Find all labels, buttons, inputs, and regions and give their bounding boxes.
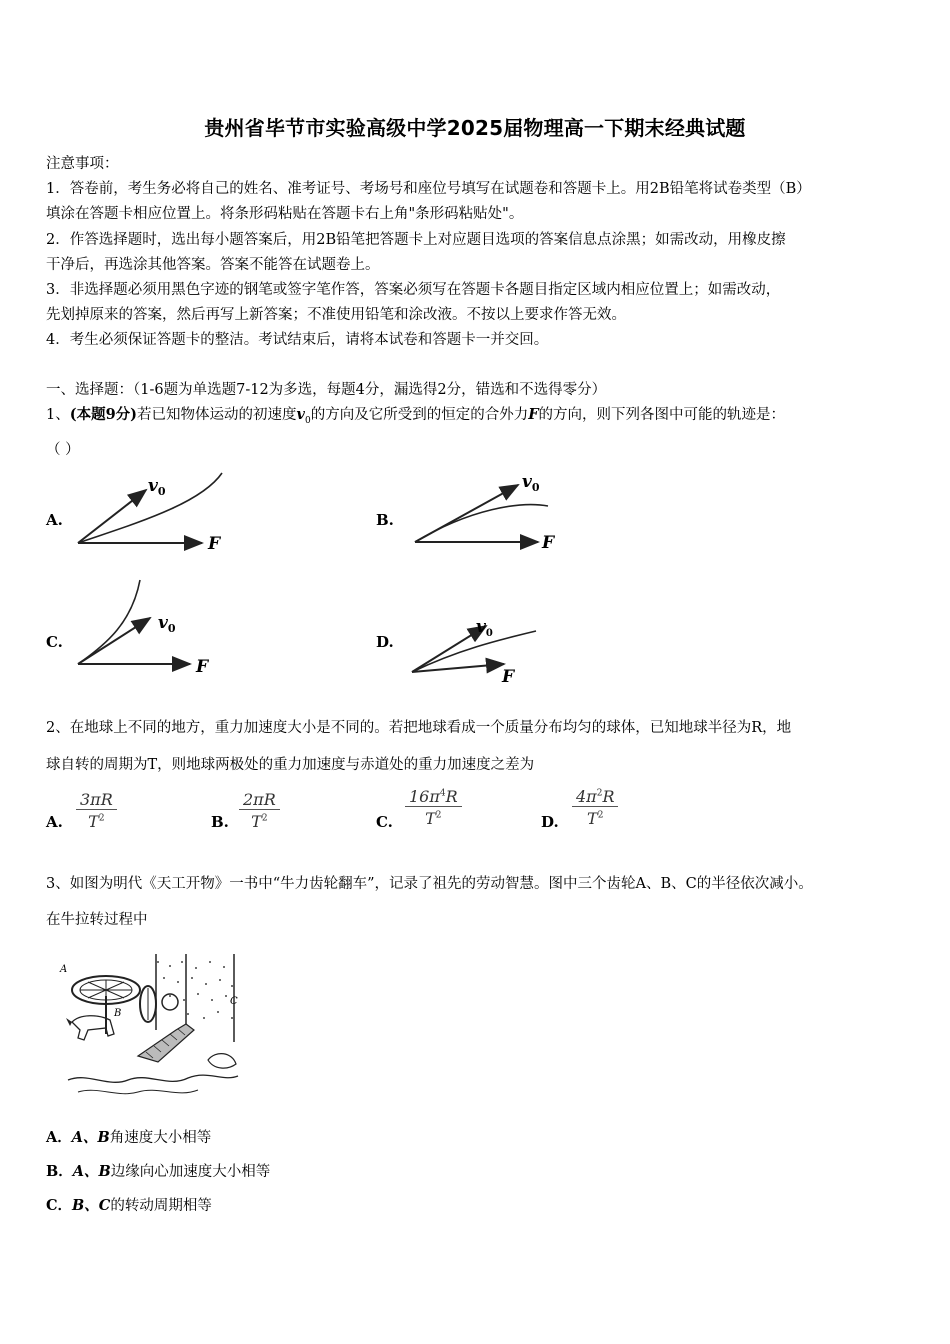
notice-line: 2．作答选择题时，选出每小题答案后，用2B铅笔把答题卡上对应题目选项的答案信息点涂黑；如需改动，用橡皮擦 [46, 232, 786, 248]
question-1-stem: 1、(本题9分)若已知物体运动的初速度$v_0$的方向及它所受到的恒定的合外力F的方向，则下列各图中可能的轨迹是： [46, 406, 786, 426]
q2-option-b-label: B. [211, 813, 229, 831]
f-label: F [196, 657, 209, 677]
gear-label-a: A [60, 964, 68, 975]
trajectory-diagram-c [62, 578, 242, 683]
option-a-label: A. [46, 511, 63, 529]
q2-option-a-label: A. [46, 813, 63, 831]
f-label: F [208, 534, 221, 554]
question-2-line: 球自转的周期为T，则地球两极处的重力加速度与赤道处的重力加速度之差为 [46, 757, 535, 773]
page-title: 贵州省毕节市实验高级中学2025届物理高一下期末经典试题 [204, 116, 746, 140]
question-3-line: 3、如图为明代《天工开物》一书中“牛力齿轮翻车”，记录了祖先的劳动智慧。图中三个齿轮A、B、C的半径依次减小。 [46, 876, 813, 892]
q2-option-b-formula: $\frac{2\pi R}{T^2}$ [239, 790, 280, 831]
q2-option-c-formula: $\frac{16\pi^4R}{T^2}$ [405, 787, 462, 828]
q2-option-d-label: D. [541, 813, 559, 831]
notice-line: 填涂在答题卡相应位置上。将条形码粘贴在答题卡右上角"条形码粘贴处"。 [46, 206, 524, 222]
v0-label: $v_0$ [148, 476, 166, 498]
gear-label-c: C [230, 996, 238, 1007]
f-label: F [542, 533, 555, 553]
question-3-line: 在牛拉转过程中 [46, 912, 148, 928]
option-d-label: D. [376, 633, 394, 651]
notice-line: 1．答卷前，考生务必将自己的姓名、准考证号、考场号和座位号填写在试题卷和答题卡上。用2B铅笔将试卷类型（B） [46, 181, 811, 197]
v0-label: $v_0$ [522, 472, 540, 494]
trajectory-diagram-a [60, 465, 240, 560]
trajectory-diagram-d [398, 600, 578, 690]
notice-heading: 注意事项： [46, 156, 119, 172]
trajectory-curve [78, 580, 140, 664]
q3-option-b: B．A、B边缘向心加速度大小相等 [46, 1163, 271, 1180]
velocity-arrow [412, 626, 486, 672]
answer-paren: （ ） [46, 442, 80, 458]
question-2-line: 2、在地球上不同的地方，重力加速度大小是不同的。若把地球看成一个质量分布均匀的球体，已知地球半径为R，地 [46, 720, 792, 736]
trajectory-curve [415, 505, 548, 542]
q2-option-c-label: C. [376, 813, 393, 831]
q2-option-d-formula: $\frac{4\pi^2R}{T^2}$ [572, 787, 618, 828]
trajectory-diagram-b [400, 465, 580, 560]
option-b-label: B. [376, 511, 394, 529]
option-c-label: C. [46, 633, 63, 651]
notice-line: 4．考生必须保证答题卡的整洁。考试结束后，请将本试卷和答题卡一并交回。 [46, 332, 549, 348]
q2-option-a-formula: $\frac{3\pi R}{T^2}$ [76, 790, 117, 831]
velocity-arrow [78, 490, 146, 543]
ox-gear-waterwheel-illustration [58, 952, 240, 1102]
q3-option-c: C．B、C的转动周期相等 [46, 1197, 212, 1214]
notice-line: 3．非选择题必须用黑色字迹的钢笔或签字笔作答，答案必须写在答题卡各题目指定区域内相应位置上；如需改动， [46, 282, 781, 298]
notice-line: 干净后，再选涂其他答案。答案不能答在试题卷上。 [46, 257, 380, 273]
f-label: F [502, 667, 515, 687]
notice-line: 先划掉原来的答案，然后再写上新答案；不准使用铅笔和涂改液。不按以上要求作答无效。 [46, 307, 626, 323]
gear-label-b: B [114, 1008, 122, 1019]
section-heading: 一、选择题：（1-6题为单选题7-12为多选，每题4分，漏选得2分，错选和不选得零分） [46, 382, 607, 398]
v0-label: $v_0$ [158, 613, 176, 635]
q3-option-a: A．A、B角速度大小相等 [46, 1129, 212, 1146]
v0-label: $v_0$ [476, 617, 493, 639]
